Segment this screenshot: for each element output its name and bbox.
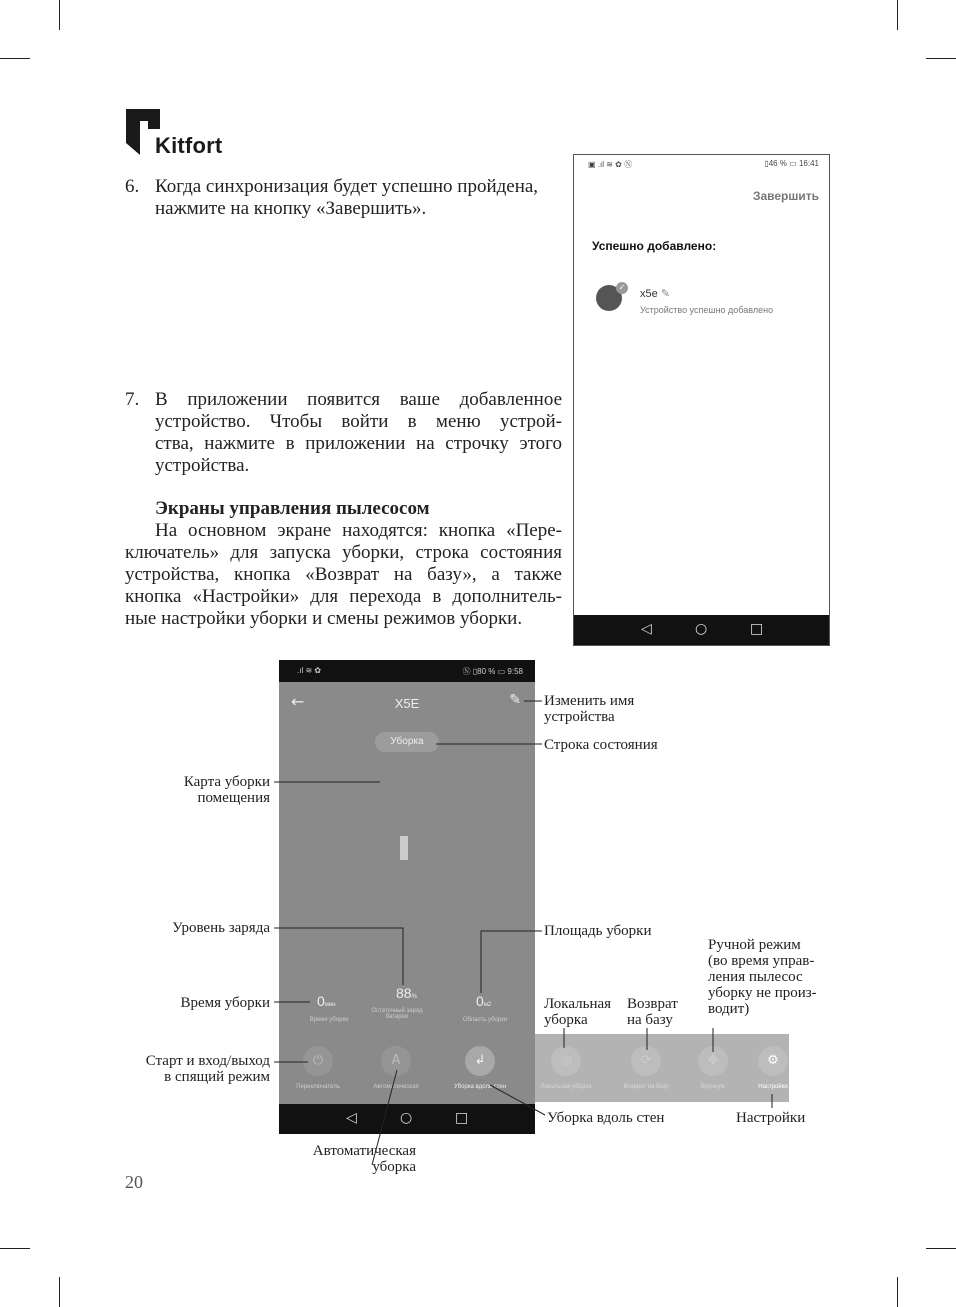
annotation-line: Возврат: [627, 996, 678, 1012]
step-6-number: 6.: [125, 176, 140, 197]
stat-label: Время уборки: [309, 1017, 349, 1023]
settings-gear-icon[interactable]: ⚙: [758, 1046, 788, 1076]
annotation-line: Карта уборки: [183, 774, 270, 790]
text-line: устройства.: [155, 455, 250, 476]
power-button[interactable]: ⏻: [303, 1046, 333, 1076]
button-label: Возврат на базу: [623, 1084, 669, 1090]
recents-square-icon[interactable]: □: [750, 621, 764, 637]
annotation-manual-mode: [708, 937, 817, 1017]
button-label: Вручную: [700, 1084, 726, 1090]
brand-name: Kitfort: [155, 133, 223, 158]
annotation-line: Старт и вход/выход: [145, 1053, 270, 1069]
home-circle-icon[interactable]: ○: [400, 1110, 413, 1126]
status-icons: .ıl ≋ ✿: [297, 666, 322, 675]
annotation-line: уборку не произ-: [708, 985, 817, 1001]
annotation-line: устройства: [544, 709, 615, 725]
annotation-line: (во время управ-: [708, 953, 815, 969]
annotation-auto: [290, 1143, 416, 1175]
annotation-line: Ручной режим: [708, 937, 801, 953]
return-base-button[interactable]: ⟳: [631, 1046, 661, 1076]
status-pill: Уборка: [375, 732, 439, 752]
device-name: x5e: [640, 288, 658, 300]
home-circle-icon[interactable]: ○: [695, 621, 708, 637]
annotation-start: [100, 1053, 270, 1085]
success-title: Успешно добавлено:: [592, 239, 717, 253]
text-line: кнопка «Настройки» для перехода в дополнитель-: [125, 586, 562, 607]
annotation-line: уборка: [372, 1159, 416, 1175]
status-time: ▯46 % ▭ 16:41: [764, 159, 819, 168]
annotation-map: [120, 774, 270, 806]
annotation-line: на базу: [627, 1012, 673, 1028]
check-icon: ✓: [616, 282, 628, 294]
step-7-number: 7.: [125, 389, 140, 410]
status-time: Ⓝ ▯80 % ▭ 9:58: [462, 667, 523, 676]
auto-clean-button[interactable]: A: [381, 1046, 411, 1076]
text-line: ства, нажмите в приложении на строчку этого: [155, 433, 562, 454]
annotation-line: Локальная: [544, 996, 612, 1012]
edit-pencil-icon[interactable]: ✎: [660, 288, 671, 300]
button-label: Уборка вдоль стен: [453, 1084, 506, 1090]
text-line: На основном экране находятся: кнопка «Пере-: [155, 520, 562, 541]
back-triangle-icon[interactable]: ◁: [641, 621, 652, 637]
annotation-line: водит): [708, 1001, 750, 1017]
annotation-time: Время уборки: [180, 995, 270, 1011]
annotation-rename: [544, 693, 634, 725]
annotation-line: Изменить имя: [544, 693, 635, 709]
button-label: Локальная уборка: [540, 1084, 592, 1090]
stat-value: 88: [396, 985, 412, 1001]
text-line: устройство. Чтобы войти в меню устрой-: [155, 411, 562, 432]
back-triangle-icon[interactable]: ◁: [346, 1110, 357, 1126]
stat-unit: мин: [324, 1002, 336, 1008]
finish-button[interactable]: Завершить: [752, 189, 819, 203]
text-line: В приложении появится ваше добавленное: [155, 389, 562, 410]
annotation-status-line: Строка состояния: [544, 737, 658, 753]
stat-label: Область уборки: [462, 1017, 508, 1023]
stat-value: 0: [476, 993, 484, 1009]
stat-value: 0: [317, 993, 325, 1009]
back-arrow-icon[interactable]: ←: [291, 692, 305, 711]
recents-square-icon[interactable]: □: [455, 1110, 469, 1126]
annotation-charge: Уровень заряда: [172, 920, 270, 936]
text-line: ные настройки уборки и смены режимов уборки.: [125, 608, 523, 629]
spot-clean-button[interactable]: ◎: [551, 1046, 581, 1076]
annotation-line: ления пылесос: [708, 969, 803, 985]
text-line: устройства, кнопка «Возврат на базу», а также: [125, 564, 562, 585]
button-label: Настройки: [758, 1084, 788, 1090]
annotation-area: Площадь уборки: [544, 923, 652, 939]
annotation-line: Автоматическая: [312, 1143, 416, 1159]
text-line: Когда синхронизация будет успешно пройдена,: [155, 176, 539, 197]
annotation-line: помещения: [197, 790, 270, 806]
page-number: 20: [125, 1172, 143, 1192]
annotation-line: уборка: [544, 1012, 588, 1028]
status-icons: ▣ .ıl ≋ ✿ Ⓝ: [588, 160, 633, 169]
text-line: ключатель» для запуска уборки, строка состояния: [125, 542, 562, 563]
edit-pencil-icon[interactable]: ✎: [509, 692, 521, 708]
annotation-return: [627, 996, 678, 1028]
stat-label: Остаточный заряд батареи: [371, 1008, 423, 1020]
annotation-settings: Настройки: [736, 1110, 806, 1126]
section-heading: Экраны управления пылесосом: [155, 498, 430, 519]
stat-unit: м2: [483, 1002, 492, 1008]
button-label: Переключатель: [296, 1084, 340, 1090]
annotation-wall: Уборка вдоль стен: [547, 1110, 665, 1126]
edge-clean-button[interactable]: ↲: [465, 1046, 495, 1076]
device-title: X5E: [394, 696, 420, 711]
text-line: нажмите на кнопку «Завершить».: [155, 198, 427, 219]
manual-mode-button[interactable]: ✥: [698, 1046, 728, 1076]
button-label: Автоматическая: [373, 1084, 419, 1090]
device-status: Устройство успешно добавлено: [640, 305, 774, 315]
annotation-local: [544, 996, 611, 1028]
stat-unit: %: [411, 994, 417, 1000]
annotation-line: в спящий режим: [164, 1069, 270, 1085]
